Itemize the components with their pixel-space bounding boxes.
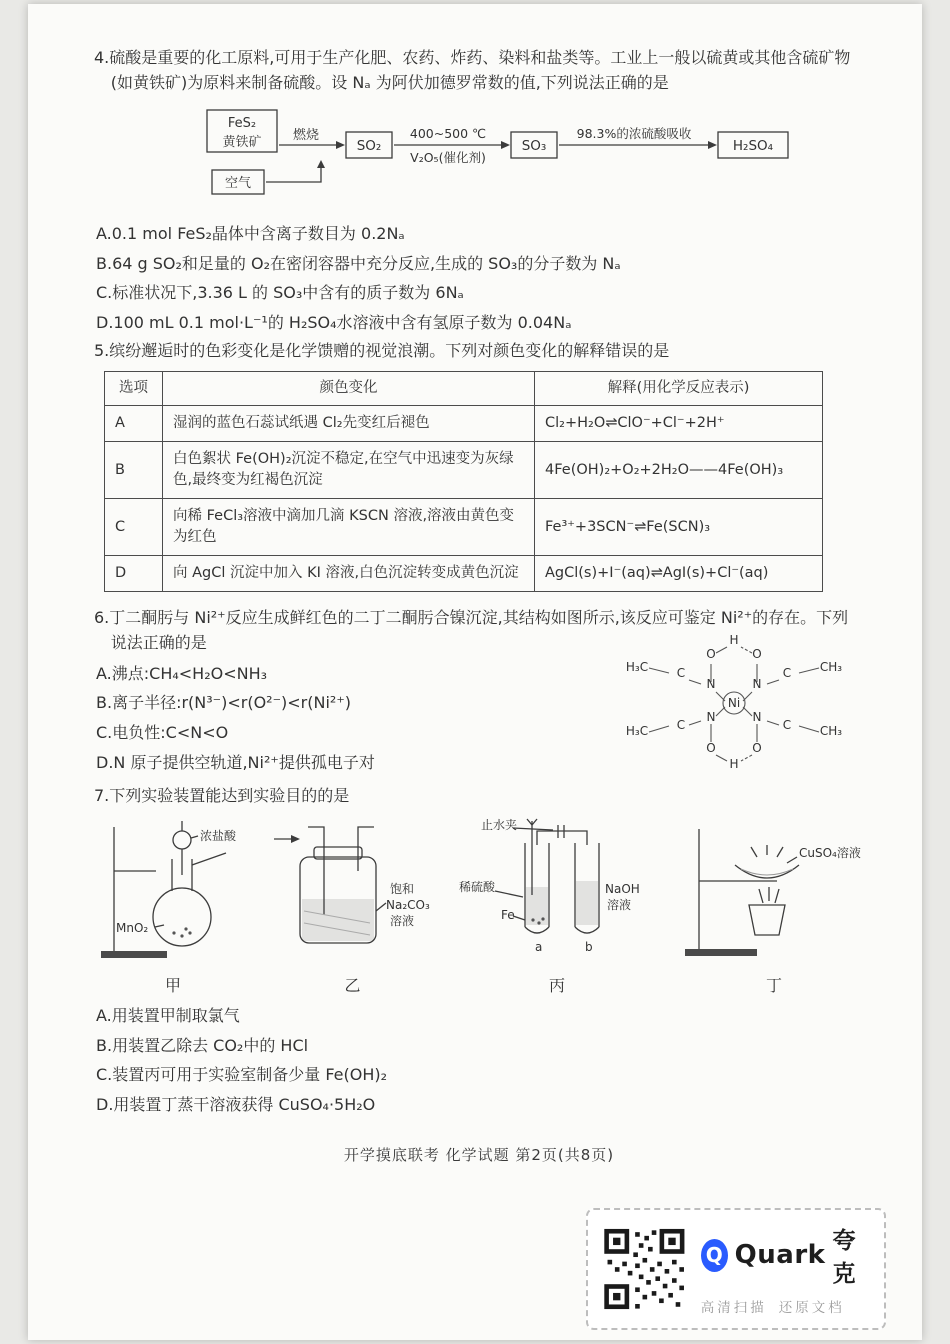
q7-option-b: B.用装置乙除去 CO₂中的 HCl [96,1035,309,1055]
apparatus-ding-caption: 丁 [765,976,782,996]
structure-atom: H [729,757,739,772]
q6-option-b: B.离子半径:r(N³⁻)<r(O²⁻)<r(Ni²⁺) [96,693,352,713]
flow-source-name: 黄铁矿 [222,134,262,150]
bing-naoh-label-line1: NaOH [605,881,640,896]
q5-row-a-explain: Cl₂+H₂O⇌ClO⁻+Cl⁻+2H⁺ [535,406,823,442]
fe-oh2-preparation-diagram [457,815,657,965]
table-row [105,556,823,592]
q5-table [104,371,823,592]
q5-header-explain: 解释(用化学反应表示) [535,372,823,406]
q4-option-b: B.64 g SO₂和足量的 O₂在密闭容器中充分反应,生成的 SO₃的分子数为 Nₐ [96,253,621,273]
structure-atom: N [706,710,716,725]
structure-atom: C [782,718,792,733]
structure-atom-ni: Ni [727,696,741,711]
quark-logo-icon: Q [701,1239,728,1272]
q5-row-c-change: 向稀 FeCl₃溶液中滴加几滴 KSCN 溶液,溶液由黄色变为红色 [163,499,535,556]
flow-air-label: 空气 [224,175,252,191]
q5-row-b-change: 白色絮状 Fe(OH)₂沉淀不稳定,在空气中迅速变为灰绿色,最终变为红褐色沉淀 [163,442,535,499]
q4-flow-diagram [206,104,864,212]
apparatus-yi-caption: 乙 [344,976,361,996]
flow-absorb-label: 98.3%的浓硫酸吸收 [576,125,692,141]
bing-tube-b-label: b [585,939,593,954]
yi-label-line1: 饱和 [390,881,415,896]
q5-stem: 5.缤纷邂逅时的色彩变化是化学馈赠的视觉浪潮。下列对颜色变化的解释错误的是 [94,340,670,360]
bing-fe-label: Fe [501,907,515,922]
flow-so2-label: SO₂ [356,137,382,154]
sulfuric-acid-flow-chart [206,104,806,204]
structure-atom: O [752,647,762,662]
flow-source-formula: FeS₂ [227,115,257,131]
apparatus-yi [270,815,435,1000]
jia-acid-label: 浓盐酸 [200,828,237,843]
apparatus-ding [679,815,869,1000]
q5-row-c-option: C [105,499,163,556]
structure-atom: C [676,718,686,733]
structure-atom: H₃C [625,724,649,739]
chlorine-generator-diagram [98,815,248,965]
ding-cuso4-label: CuSO₄溶液 [799,845,861,860]
structure-atom: C [676,666,686,681]
q4-stem: 4.硫酸是重要的化工原料,可用于生产化肥、农药、炸药、染料和盐类等。工业上一般以硫黄或其他含硫矿物(如黄铁矿)为原料来制备硫酸。设 Nₐ 为阿伏加德罗常数的值,下列说法正确的是 [94,48,851,92]
structure-atom: CH₃ [819,724,843,739]
flow-product-label: H₂SO₄ [732,137,774,154]
q6-options [96,659,609,778]
gas-washing-bottle-diagram [270,815,435,965]
table-row [105,442,823,499]
tagline-left: 高清扫描 [700,1300,767,1316]
jia-mno2-label: MnO₂ [116,920,149,935]
structure-atom: N [706,677,716,692]
flow-condition-top: 400~500 ℃ [409,125,487,141]
apparatus-bing-caption: 丙 [548,976,565,996]
bing-tube-a-label: a [535,939,543,954]
bing-clamp-label: 止水夹 [481,817,518,832]
scan-tagline [701,1296,870,1316]
brand-name: Quark [734,1240,826,1270]
structure-atom: C [782,666,792,681]
q7-apparatus-row [98,815,864,1000]
page-footer: 开学摸底联考 化学试题 第2页(共8页) [343,1146,615,1165]
q5-row-a-change: 湿润的蓝色石蕊试纸遇 Cl₂先变红后褪色 [163,406,535,442]
question-4 [94,46,864,339]
q6-stem: 6.丁二酮肟与 Ni²⁺反应生成鲜红色的二丁二酮肟合镍沉淀,其结构如图所示,该反应可鉴定 Ni²⁺的存在。下列说法正确的是 [94,608,849,653]
tagline-right: 还原文档 [778,1300,845,1316]
q6-option-d: D.N 原子提供空轨道,Ni²⁺提供孤电子对 [96,752,375,772]
q5-header-change: 颜色变化 [163,372,535,406]
question-7 [94,784,864,1121]
q4-options [96,219,864,338]
q4-option-c: C.标准状况下,3.36 L 的 SO₃中含有的质子数为 6Nₐ [96,283,464,303]
flow-condition-bottom: V₂O₅(催化剂) [410,149,486,165]
q7-options [96,1001,864,1120]
q7-option-a: A.用装置甲制取氯气 [96,1005,240,1025]
q5-row-d-option: D [105,556,163,592]
structure-atom: H₃C [625,660,649,675]
q5-row-b-explain: 4Fe(OH)₂+O₂+2H₂O——4Fe(OH)₃ [535,442,823,499]
q7-option-c: C.装置丙可用于实验室制备少量 Fe(OH)₂ [96,1065,388,1085]
q5-header-option: 选项 [105,372,163,406]
nickel-complex-structure [609,631,859,776]
yi-label-line3: 溶液 [390,913,415,928]
q5-row-c-explain: Fe³⁺+3SCN⁻⇌Fe(SCN)₃ [535,499,823,556]
qr-code [602,1223,687,1315]
structure-atom: O [706,647,716,662]
q4-option-a: A.0.1 mol FeS₂晶体中含离子数目为 0.2Nₐ [96,223,405,243]
evaporation-diagram [679,815,869,965]
q5-table-header-row [105,372,823,406]
question-6 [94,606,864,783]
bing-naoh-label-line2: 溶液 [607,897,632,912]
yi-label-line2: Na₂CO₃ [386,897,430,912]
q6-structure-figure [609,631,864,784]
structure-atom: CH₃ [819,660,843,675]
apparatus-jia [98,815,248,1000]
scan-badge [586,1208,886,1330]
table-row [105,406,823,442]
exam-page [28,4,922,1340]
structure-atom: O [752,741,762,756]
question-5 [94,339,864,593]
structure-atom: O [706,741,716,756]
table-row [105,499,823,556]
q5-row-d-explain: AgCl(s)+I⁻(aq)⇌AgI(s)+Cl⁻(aq) [535,556,823,592]
q6-option-a: A.沸点:CH₄<H₂O<NH₃ [96,663,268,683]
brand-name-cn: 夸克 [832,1228,856,1287]
apparatus-bing [457,815,657,1000]
structure-atom: N [752,710,762,725]
q6-option-c: C.电负性:C<N<O [96,723,229,743]
bing-acid-label: 稀硫酸 [459,879,496,894]
flow-burn-label: 燃烧 [292,127,320,143]
flow-so3-label: SO₃ [521,137,547,154]
q7-option-d: D.用装置丁蒸干溶液获得 CuSO₄·5H₂O [96,1095,376,1115]
q7-stem: 7.下列实验装置能达到实验目的的是 [94,785,350,805]
q5-row-b-option: B [105,442,163,499]
q5-row-a-option: A [105,406,163,442]
structure-atom: H [729,633,739,648]
apparatus-jia-caption: 甲 [164,976,181,996]
q5-row-d-change: 向 AgCl 沉淀中加入 KI 溶液,白色沉淀转变成黄色沉淀 [163,556,535,592]
q4-option-d: D.100 mL 0.1 mol·L⁻¹的 H₂SO₄水溶液中含有氢原子数为 0.04Nₐ [96,313,572,333]
structure-atom: N [752,677,762,692]
